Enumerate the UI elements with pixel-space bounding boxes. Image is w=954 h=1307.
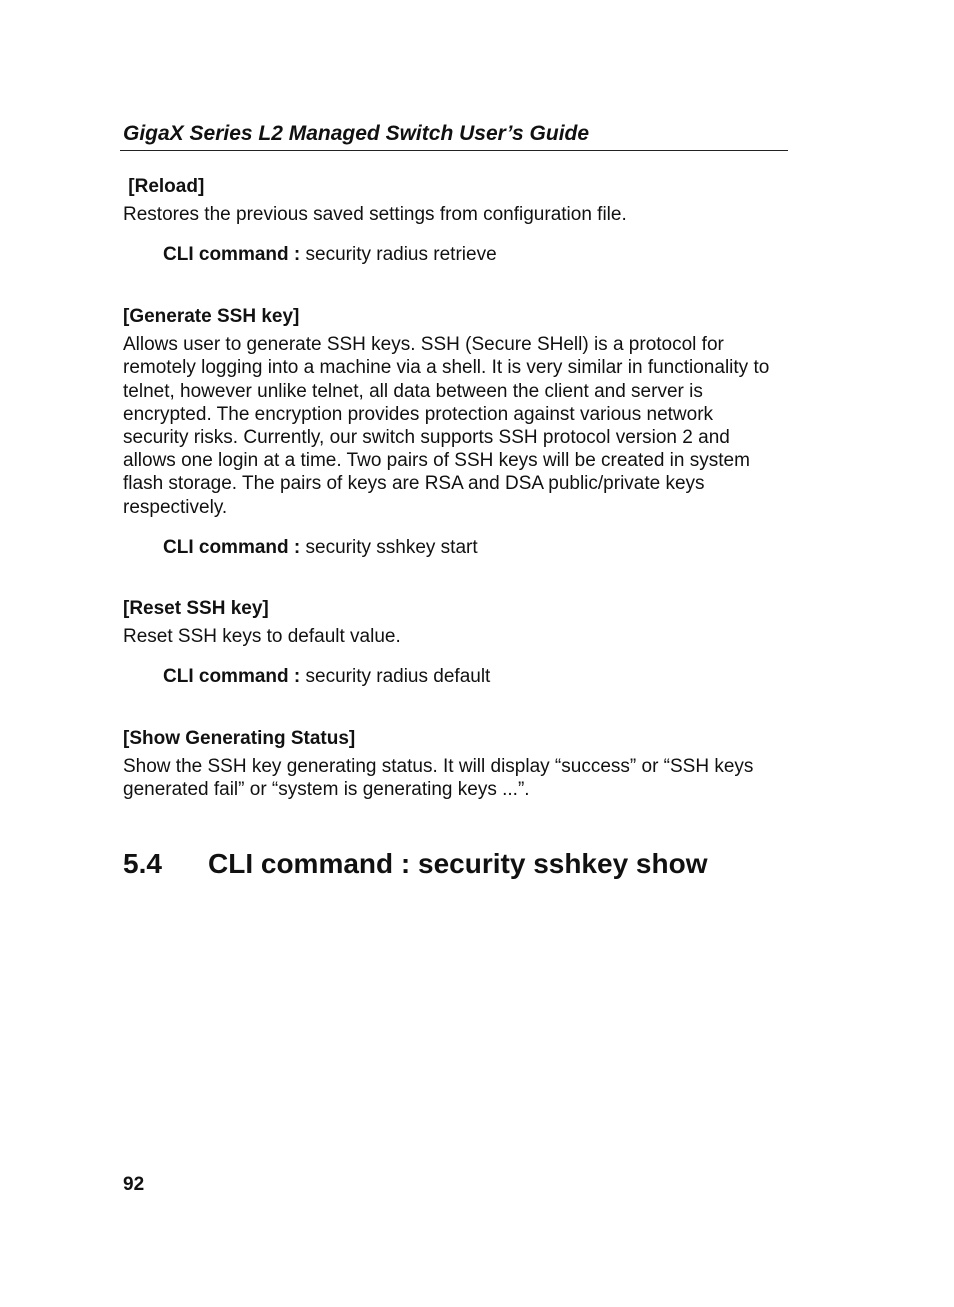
chapter-number: 5.4 <box>123 848 162 879</box>
section-description: Restores the previous saved settings from configuration file. <box>123 204 627 226</box>
section-show-generating-status <box>123 727 783 802</box>
cli-command-line <box>123 665 783 688</box>
cli-command-label: CLI command : <box>163 244 301 266</box>
cli-command-label: CLI command : <box>163 666 301 688</box>
cli-command-line <box>123 536 783 559</box>
section-reset-ssh-key <box>123 597 783 689</box>
section-description: Reset SSH keys to default value. <box>123 626 401 648</box>
page-number: 92 <box>123 1174 145 1195</box>
section-heading: [Reload] <box>123 176 205 197</box>
section-heading: [Reset SSH key] <box>123 598 269 619</box>
section-generate-ssh-key <box>123 305 783 559</box>
section-heading: [Show Generating Status] <box>123 728 356 749</box>
section-description: Allows user to generate SSH keys. SSH (Secure SHell) is a protocol for remotely logging into a machine via a shell. It is very similar in functionality to telnet, however unlike telnet, all data between the client and server is encrypted. The encryption provides protection against various network security risks. Currently, our switch supports SSH protocol version 2 and allows one login at a time. Two pairs of SSH keys will be created in system flash storage. The pairs of keys are RSA and DSA public/private keys respectively. <box>123 334 770 518</box>
section-description: Show the SSH key generating status. It will display “success” or “SSH keys generated fail” or “system is generating keys ...”. <box>123 756 754 801</box>
cli-command-value: security radius retrieve <box>300 244 497 266</box>
header-divider <box>120 150 788 151</box>
section-heading: [Generate SSH key] <box>123 306 300 327</box>
cli-command-line <box>123 243 783 266</box>
section-reload <box>123 175 783 267</box>
page-header-title: GigaX Series L2 Managed Switch User’s Guide <box>123 122 590 145</box>
chapter-heading <box>123 848 708 880</box>
cli-command-label: CLI command : <box>163 536 301 558</box>
cli-command-value: security sshkey start <box>300 536 478 558</box>
cli-command-value: security radius default <box>300 666 491 688</box>
chapter-command: security sshkey show <box>418 848 708 879</box>
chapter-prefix: CLI command : <box>208 848 419 879</box>
